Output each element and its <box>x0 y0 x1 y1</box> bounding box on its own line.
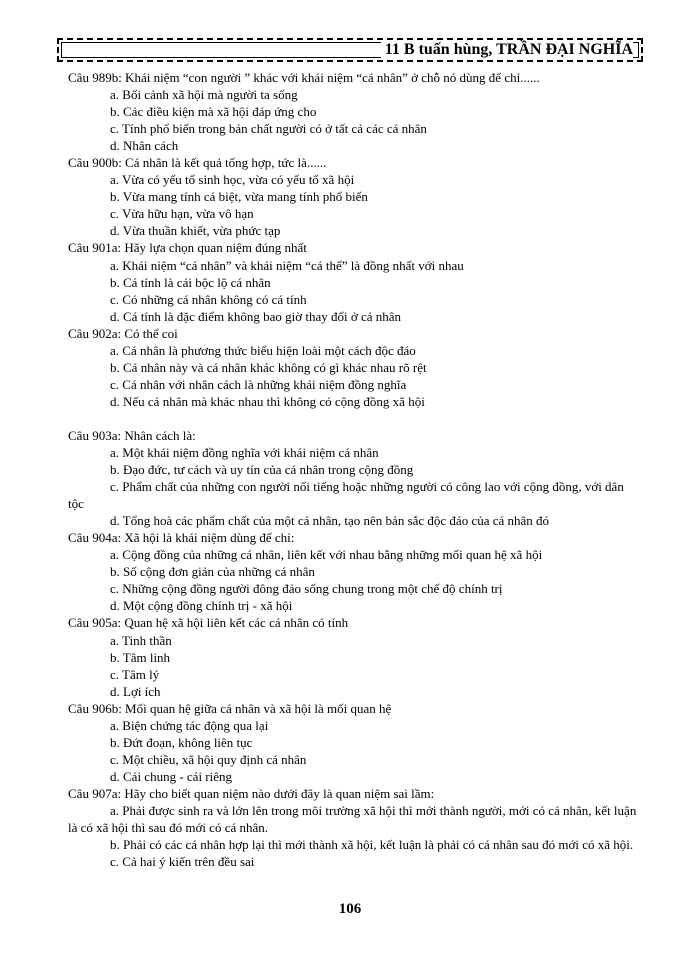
page-number: 106 <box>338 901 362 917</box>
answer-option: b. Cá tính là cái bộc lộ cá nhân <box>110 274 271 290</box>
answer-option: c. Một chiều, xã hội quy định cá nhân <box>110 751 307 767</box>
question-list <box>68 69 638 870</box>
answer-option: c. Tâm lý <box>110 666 160 682</box>
answer-option: c. Phẩm chất của những con người nổi tiếng hoặc những người có công lao với cộng đồng, với dân tộc <box>68 479 624 512</box>
answer-option: d. Nhân cách <box>110 138 179 154</box>
question-text: Câu 907a: Hãy cho biết quan niệm nào dưới đây là quan niệm sai lầm: <box>68 785 435 801</box>
answer-option: a. Khái niệm “cá nhân” và khái niệm “cá thể” là đồng nhất với nhau <box>110 257 464 273</box>
question-text: Câu 903a: Nhân cách là: <box>68 427 196 443</box>
answer-option: b. Cá nhân này và cá nhân khác không có gì khác nhau rõ rệt <box>110 359 427 375</box>
answer-option: a. Cộng đồng của những cá nhân, liên kết với nhau bằng những mối quan hệ xã hội <box>110 547 543 563</box>
answer-option: b. Các điều kiện mà xã hội đáp ứng cho <box>110 104 317 120</box>
answer-option: d. Nếu cá nhân mà khác nhau thì không có cộng đồng xã hội <box>110 393 425 409</box>
answer-option: d. Lợi ích <box>110 683 161 699</box>
answer-option: c. Tính phổ biến trong bản chất người có ở tất cả các cá nhân <box>110 121 427 137</box>
header-title: 11 B tuấn hùng, TRẦN ĐẠI NGHĨA <box>381 41 633 59</box>
answer-option: c. Cả hai ý kiến trên đều sai <box>110 854 255 870</box>
question-text: Câu 901a: Hãy lựa chọn quan niệm đúng nhất <box>68 240 307 256</box>
answer-option: d. Cá tính là đặc điểm không bao giờ thay đổi ở cá nhân <box>110 308 402 324</box>
answer-option: b. Đạo đức, tư cách và uy tín của cá nhân trong cộng đồng <box>110 462 414 478</box>
answer-option: d. Cái chung - cái riêng <box>110 768 233 784</box>
blank-line <box>68 410 638 427</box>
answer-option: a. Tinh thần <box>110 632 172 648</box>
answer-option: a. Biện chứng tác động qua lại <box>110 717 269 733</box>
question-text: Câu 904a: Xã hội là khái niệm dùng để chỉ: <box>68 530 295 546</box>
answer-option: b. Vừa mang tính cá biệt, vừa mang tính phổ biến <box>110 189 368 205</box>
answer-option: d. Một cộng đồng chính trị - xã hội <box>110 598 293 614</box>
question-text: Câu 900b: Cá nhân là kết quả tổng hợp, tức là...... <box>68 155 327 171</box>
header-band <box>57 38 643 62</box>
answer-option: a. Phải được sinh ra và lớn lên trong môi trường xã hội thì mới thành người, mới có cá nhân, kết luận là có xã hội thì sau đó mới có cá nhân. <box>68 802 637 836</box>
answer-option: b. Số cộng đơn giản của những cá nhân <box>110 564 315 580</box>
answer-option: d. Vừa thuần khiết, vừa phức tạp <box>110 223 281 239</box>
answer-option: d. Tổng hoà các phẩm chất của một cá nhân, tạo nên bản sắc độc đáo của cá nhân đó <box>110 513 550 529</box>
answer-option: b. Phải có các cá nhân hợp lại thì mới thành xã hội, kết luận là phải có cá nhân sau đó mới có xã hội. <box>110 837 634 853</box>
question-text: Câu 906b: Mối quan hệ giữa cá nhân và xã hội là mối quan hệ <box>68 700 392 716</box>
answer-option: c. Những cộng đồng người đông đảo sống chung trong một chế độ chính trị <box>110 581 503 597</box>
answer-option: a. Bối cảnh xã hội mà người ta sống <box>110 87 298 103</box>
answer-option: a. Cá nhân là phương thức biểu hiện loài một cách độc đáo <box>110 342 416 358</box>
answer-option: c. Cá nhân với nhân cách là những khái niệm đồng nghĩa <box>110 376 407 392</box>
question-text: Câu 989b: Khái niệm “con người ” khác với khái niệm “cá nhân” ở chỗ nó dùng để chỉ...... <box>68 70 540 85</box>
answer-option: a. Một khái niệm đồng nghĩa với khái niệm cá nhân <box>110 444 379 460</box>
answer-option: c. Có những cá nhân không có cá tính <box>110 291 307 307</box>
question-text: Câu 902a: Có thể coi <box>68 325 178 341</box>
answer-option: a. Vừa có yếu tố sinh học, vừa có yếu tố xã hội <box>110 172 355 188</box>
answer-option: c. Vừa hữu hạn, vừa vô hạn <box>110 206 254 222</box>
answer-option: b. Tâm linh <box>110 649 171 665</box>
question-text: Câu 905a: Quan hệ xã hội liên kết các cá nhân có tính <box>68 615 349 631</box>
answer-option: b. Đứt đoạn, không liên tục <box>110 734 253 750</box>
